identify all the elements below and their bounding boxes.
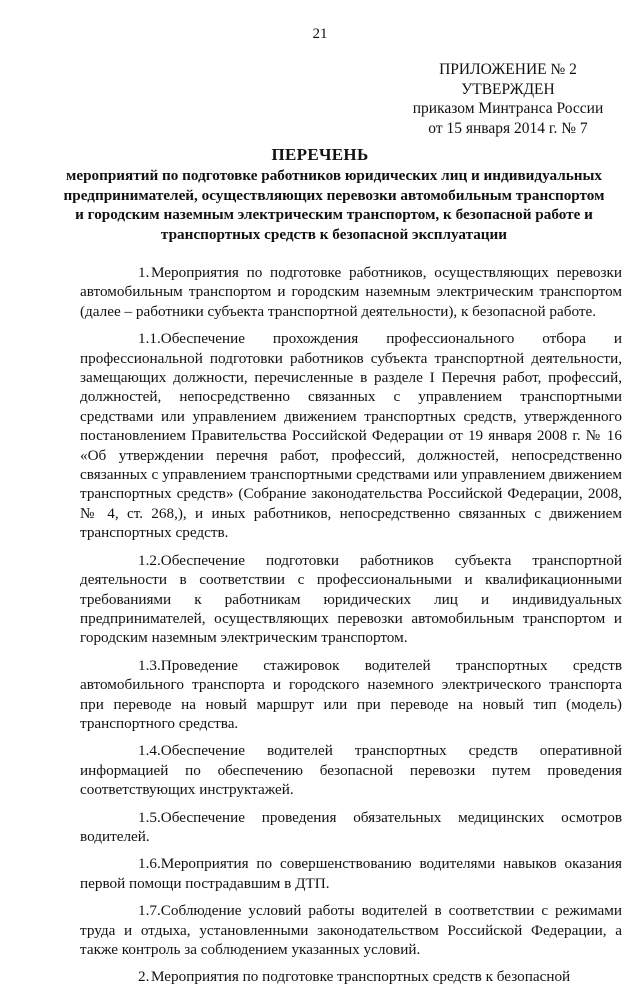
item-text: Обеспечение проведения обязательных медицинских осмотров водителей.: [80, 808, 622, 845]
item-number: 2.: [138, 968, 150, 986]
measures-list: [80, 263, 622, 987]
page-number: 21: [312, 26, 328, 42]
list-item: [80, 901, 622, 959]
item-number: 1.5.: [138, 808, 161, 826]
item-text: Проведение стажировок водителей транспортных средств автомобильного транспорта и городского наземного электрического транспорта при переводе на новый маршрут или при переводе на новый тип (модель) транспортного средства.: [80, 656, 622, 732]
list-item: [80, 263, 622, 321]
list-item: [80, 656, 622, 734]
item-number: 1.2.: [138, 551, 161, 569]
list-item: [80, 551, 622, 648]
list-item: [80, 854, 622, 893]
order-date-number: от 15 января 2014 г. № 7: [428, 119, 588, 137]
item-text: Обеспечение подготовки работников субъекта транспортной деятельности в соответствии с профессиональными и квалификационными требованиями к работникам юридических лиц и индивидуальных предпринимателей, осуществляющих перевозки автомобильным транспортом и городским наземным электрическим транспортом.: [80, 551, 622, 647]
approval-stamp-block: [398, 60, 618, 138]
list-item: [80, 329, 622, 542]
item-number: 1.4.: [138, 742, 161, 760]
appendix-label: ПРИЛОЖЕНИЕ № 2: [439, 61, 577, 78]
item-number: 1.6.: [138, 855, 161, 873]
item-text: Обеспечение прохождения профессионального отбора и профессиональной подготовки работников субъекта транспортной деятельности, замещающих должности, перечисленные в разделе I Перечня работ, профессий, должностей, непосредственно связанных с управлением транспортными средствами или управлением движением транспортных средств, утвержденного постановлением Правительства Российской Федерации от 19 января 2008 г. № 16 «Об утверждении перечня работ, профессий, должностей, непосредственно связанных с управлением транспортными средствами или управлением движением транспортных средств» (Собрание законодательства Российской Федерации, 2008, № 4, ст. 268,), и иных работников, непосредственно связанных с движением транспортных средств.: [80, 330, 622, 542]
item-number: 1.7.: [138, 902, 161, 920]
item-text: Соблюдение условий работы водителей в соответствии с режимами труда и отдыха, установленными законодательством Российской Федерации, а также контроль за соблюдением указанных условий.: [80, 902, 622, 958]
item-number: 1.3.: [138, 656, 161, 674]
approved-label: УТВЕРЖДЕН: [461, 80, 555, 98]
document-title: ПЕРЕЧЕНЬ: [271, 145, 369, 164]
item-text: Мероприятия по совершенствованию водителями навыков оказания первой помощи пострадавшим в ДТП.: [80, 855, 622, 892]
list-item: [80, 741, 622, 799]
item-number: 1.1.: [138, 330, 161, 348]
item-text: Мероприятия по подготовке работников, осуществляющих перевозки автомобильным транспортом и городским наземным электрическим транспортом (далее – работники субъекта транспортной деятельности), к безопасной работе.: [80, 264, 622, 320]
order-authority: приказом Минтранса России: [412, 100, 604, 117]
item-number: 1.: [138, 264, 150, 281]
list-item: [80, 967, 622, 986]
document-subtitle: мероприятий по подготовке работников юридических лиц и индивидуальных предпринимателей, осуществляющих перевозки автомобильным транспортом и городским наземным электрическим транспортом, к безопасной работе и транспортных средств к безопасной эксплуатации: [63, 167, 605, 243]
item-text: Мероприятия по подготовке транспортных средств к безопасной: [151, 968, 571, 986]
item-text: Обеспечение водителей транспортных средств оперативной информацией по обеспечению безопасной перевозки путем проведения соответствующих инструктажей.: [80, 742, 622, 799]
list-item: [80, 808, 622, 847]
